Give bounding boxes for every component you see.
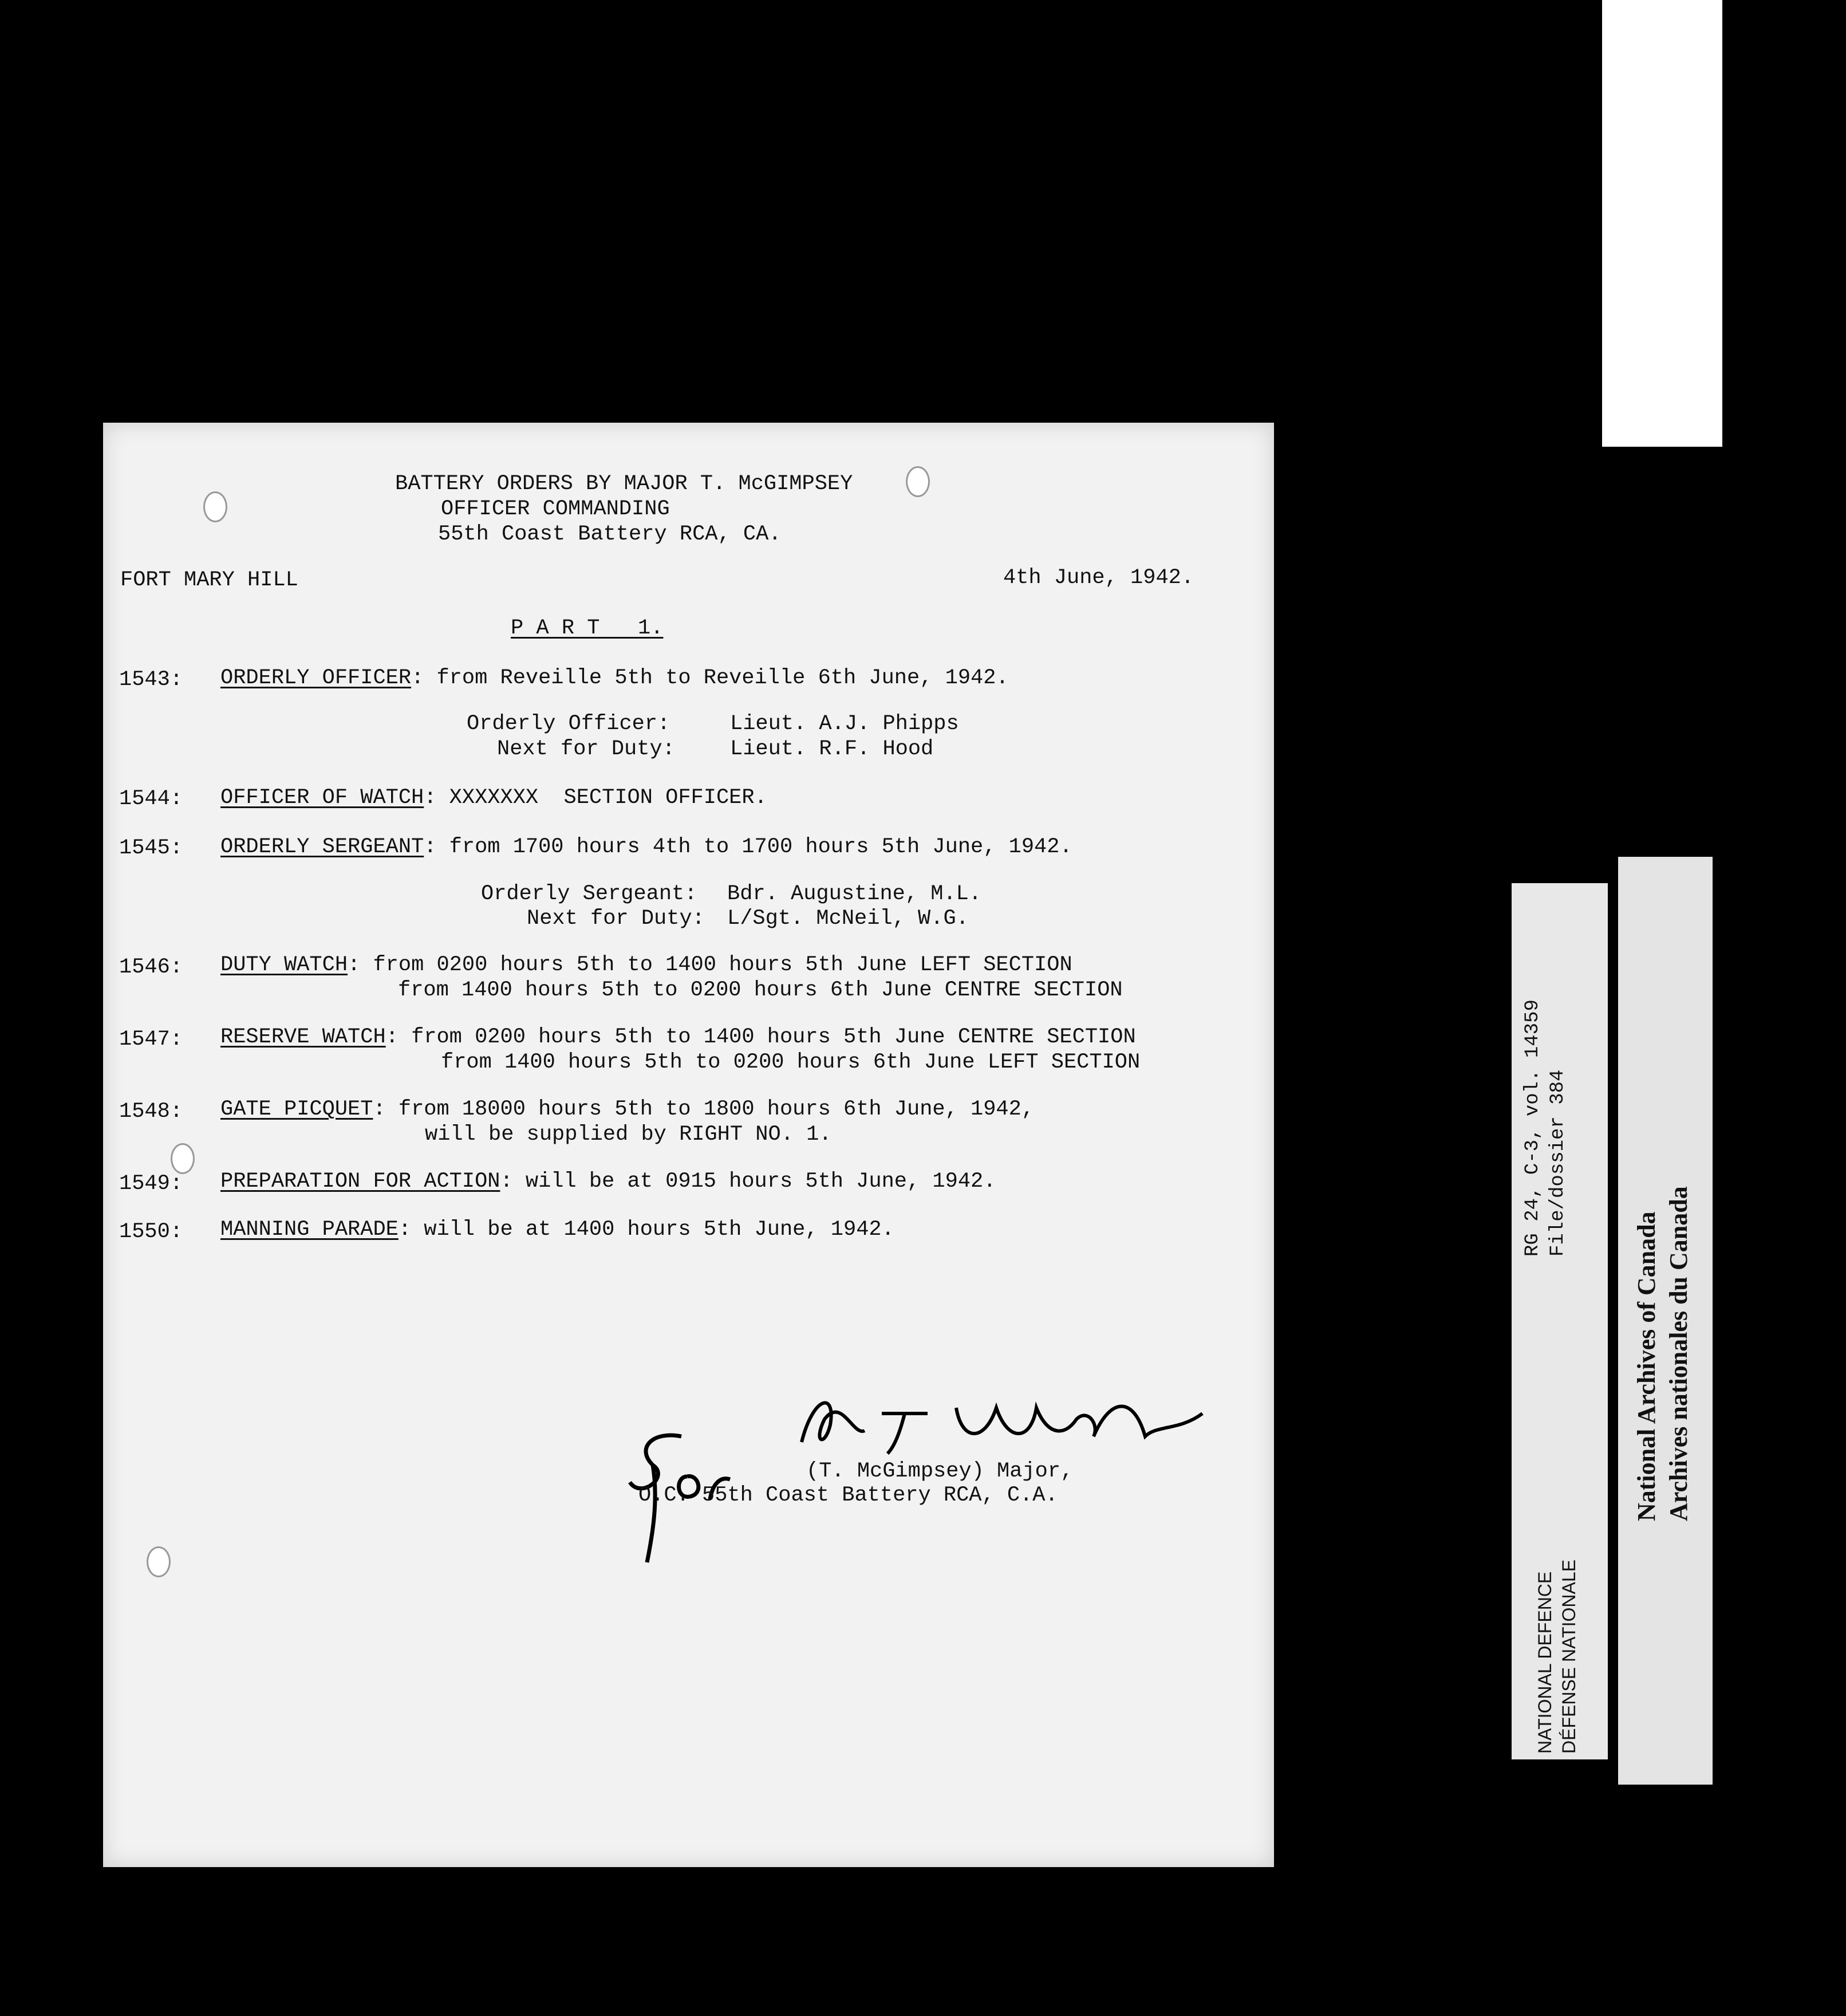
signatory-title: O.C. 55th Coast Battery RCA, C.A. (638, 1483, 1058, 1507)
next-duty-value: Lieut. R.F. Hood (730, 737, 934, 761)
order-text: : from Reveille 5th to Reveille 6th June, 1942. (411, 666, 1009, 690)
department-en: NATIONAL DEFENCE (1535, 1571, 1555, 1754)
order-line (220, 1218, 894, 1242)
order-line (220, 835, 1072, 860)
order-text-continued: from 1400 hours 5th to 0200 hours 6th June CENTRE SECTION (398, 978, 1123, 1002)
order-text: : XXXXXXX SECTION OFFICER. (424, 786, 767, 810)
order-line (220, 1097, 1034, 1122)
order-number: 1545: (119, 836, 183, 860)
order-heading: GATE PICQUET (220, 1097, 373, 1121)
header-line-3: 55th Coast Battery RCA, CA. (438, 522, 782, 546)
orderly-sergeant-label: Orderly Sergeant: (481, 882, 697, 906)
next-duty-label: Next for Duty: (497, 737, 675, 761)
order-line (220, 666, 1009, 691)
next-duty-value: L/Sgt. McNeil, W.G. (727, 907, 969, 931)
handwritten-signature (790, 1373, 1237, 1465)
header-line-2: OFFICER COMMANDING (441, 497, 670, 521)
frame-number-strip (1458, 0, 1722, 454)
part-title: P A R T 1. (511, 616, 664, 640)
order-heading: PREPARATION FOR ACTION (220, 1170, 500, 1194)
department-fr: DÉFENSE NATIONALE (1559, 1559, 1579, 1754)
order-heading: MANNING PARADE (220, 1218, 399, 1242)
order-line (220, 953, 1072, 978)
order-text-continued: will be supplied by RIGHT NO. 1. (425, 1123, 832, 1147)
order-number: 1547: (119, 1027, 183, 1052)
archives-name-fr: Archives nationales du Canada (1664, 1186, 1693, 1521)
order-text: : will be at 1400 hours 5th June, 1942. (398, 1218, 894, 1242)
orderly-sergeant-value: Bdr. Augustine, M.L. (727, 882, 982, 906)
document-page (103, 423, 1274, 1867)
next-duty-label: Next for Duty: (527, 907, 705, 931)
order-heading: RESERVE WATCH (220, 1025, 386, 1049)
orderly-officer-value: Lieut. A.J. Phipps (730, 712, 959, 736)
order-text-continued: from 1400 hours 5th to 0200 hours 6th June LEFT SECTION (441, 1050, 1141, 1074)
place: FORT MARY HILL (120, 568, 298, 592)
archives-name-en: National Archives of Canada (1632, 1211, 1660, 1521)
national-archives-label (1618, 857, 1713, 1785)
order-number: 1548: (119, 1100, 183, 1124)
order-text: : will be at 0915 hours 5th June, 1942. (500, 1170, 996, 1194)
header-line-1: BATTERY ORDERS BY MAJOR T. McGIMPSEY (395, 472, 853, 496)
signatory-name: (T. McGimpsey) Major, (806, 1459, 1074, 1483)
archive-ref-1: RG 24, C-3, vol. 14359 (1522, 999, 1544, 1257)
archive-reference-label (1512, 883, 1608, 1759)
order-number: 1546: (119, 955, 183, 979)
order-line (220, 1170, 996, 1194)
order-text: : from 0200 hours 5th to 1400 hours 5th June CENTRE SECTION (385, 1025, 1136, 1049)
punch-hole (203, 491, 227, 522)
punch-hole (906, 466, 930, 497)
order-line (220, 1025, 1136, 1050)
punch-hole (147, 1546, 171, 1577)
date: 4th June, 1942. (1003, 566, 1194, 590)
order-heading: ORDERLY OFFICER (220, 666, 412, 690)
order-number: 1544: (119, 787, 183, 811)
order-heading: ORDERLY SERGEANT (220, 835, 424, 859)
order-text: : from 18000 hours 5th to 1800 hours 6th June, 1942, (373, 1097, 1035, 1121)
order-number: 1549: (119, 1172, 183, 1196)
order-number: 1543: (119, 668, 183, 692)
order-heading: OFFICER OF WATCH (220, 786, 424, 810)
frame-number: 00210 (1458, 74, 1584, 454)
order-text: : from 0200 hours 5th to 1400 hours 5th June LEFT SECTION (348, 953, 1072, 977)
archive-ref-2: File/dossier 384 (1547, 1069, 1569, 1257)
order-line (220, 786, 767, 810)
punch-hole (171, 1143, 195, 1174)
orderly-officer-label: Orderly Officer: (467, 712, 670, 736)
order-number: 1550: (119, 1220, 183, 1244)
order-heading: DUTY WATCH (220, 953, 348, 977)
order-text: : from 1700 hours 4th to 1700 hours 5th June, 1942. (424, 835, 1072, 859)
